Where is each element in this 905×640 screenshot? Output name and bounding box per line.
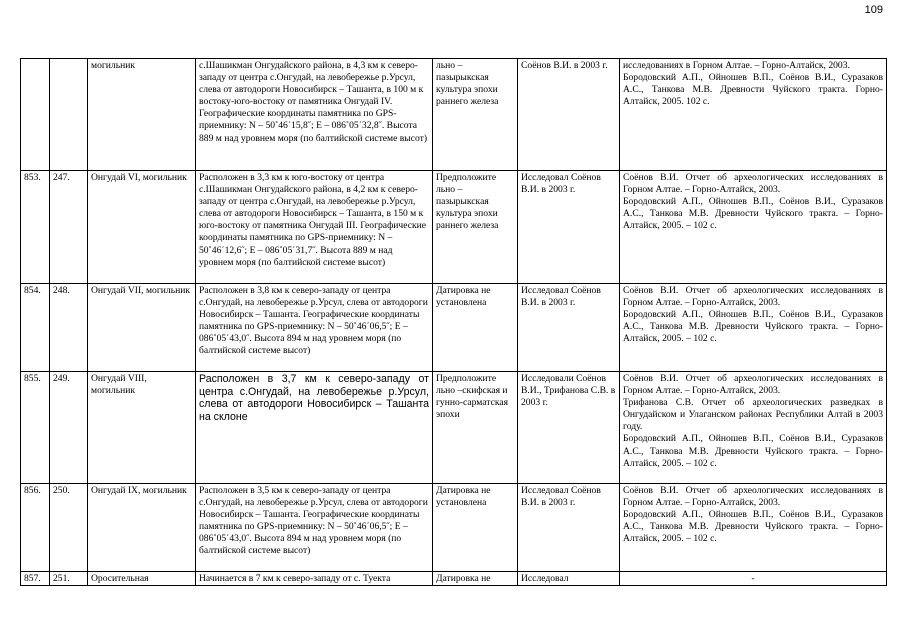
researcher-cell: Исследовал Соёнов В.И. в 2003 г. (518, 171, 620, 284)
dating-cell: Датировка не установлена (433, 484, 518, 572)
literature-entry: исследованиях в Горном Алтае. – Горно-Алтайск, 2003. (623, 60, 850, 71)
row-subnumber-cell: 248. (50, 284, 88, 372)
row-subnumber-cell: 247. (50, 171, 88, 284)
literature-cell (620, 284, 887, 372)
page-number: 109 (864, 4, 883, 16)
researcher-cell: Соёнов В.И. в 2003 г. (518, 59, 620, 171)
row-subnumber-cell: 251. (50, 572, 88, 586)
location-cell: Расположен в 3,5 км к северо-западу от центра с.Онгудай, на левобережье р.Урсул, слева от автодороги Новосибирск – Ташанта. Географические координаты памятника по GPS-приемнику: N – 50˚46΄06,5˝; E – 086˚05΄43,0˝. Высота 894 м над уровнем моря (по балтийской системе высот) (196, 484, 433, 572)
literature-entry: Бородовский А.П., Ойношев В.П., Соёнов В.И., Суразаков А.С., Танкова М.В. Древности Чуйского тракта. – Горно-Алтайск, 2005. – 102 с. (623, 309, 883, 345)
location-cell: с.Шашикман Онгудайского района, в 4,3 км к северо-западу от центра с.Онгудай, на левобережье р.Урсул, слева от автодороги Новосибирск – Ташанта, в 100 м к востоку-юго-востоку от памятника Онгудай IV. Географические координаты памятника по GPS-приемнику: N – 50˚46΄15,8˝; E – 086˚05΄32,8˝. Высота 889 м над уровнем моря (по балтийской системе высот) (196, 59, 433, 171)
literature-entry: Бородовский А.П., Ойношев В.П., Соёнов В.И., Суразаков А.С., Танкова М.В. Древности Чуйского тракта. – Горно-Алтайск, 2005. – 102 с. (623, 196, 883, 232)
row-number-cell (21, 59, 50, 171)
row-number-cell: 853. (21, 171, 50, 284)
literature-cell (620, 372, 887, 484)
researcher-cell: Исследовали Соёнов В.И., Трифанова С.В. в 2003 г. (518, 372, 620, 484)
table-row (21, 59, 887, 171)
researcher-cell: Исследовал Соёнов В.И. в 2003 г. (518, 484, 620, 572)
row-subnumber-cell: 249. (50, 372, 88, 484)
dating-cell: Предположите льно – пазырыкская культура эпохи раннего железа (433, 171, 518, 284)
literature-entry: - (751, 573, 755, 584)
literature-entry: Соёнов В.И. Отчет об археологических исследованиях в Горном Алтае. – Горно-Алтайск, 2003. (623, 373, 883, 397)
dating-cell: Предположите льно –скифская и гунно-сарматская эпохи (433, 372, 518, 484)
monuments-table (20, 58, 887, 586)
literature-cell (620, 484, 887, 572)
literature-entry: Соёнов В.И. Отчет об археологических исследованиях в Горном Алтае. – Горно-Алтайск, 2003. (623, 172, 883, 196)
table-row (21, 372, 887, 484)
researcher-cell: Исследовал Соёнов В.И. в 2003 г. (518, 284, 620, 372)
table-row (21, 572, 887, 586)
row-number-cell: 854. (21, 284, 50, 372)
monument-name-cell: Оросительная (88, 572, 196, 586)
literature-entry: Бородовский А.П., Ойношев В.П., Соёнов В.И., Суразаков А.С., Танкова М.В. Древности Чуйского тракта. – Горно-Алтайск, 2005. – 102 с. (623, 433, 883, 469)
monument-name-cell: Онгудай VIII, могильник (88, 372, 196, 484)
literature-cell (620, 171, 887, 284)
row-subnumber-cell: 250. (50, 484, 88, 572)
location-cell: Расположен в 3,3 км к юго-востоку от центра с.Шашикман Онгудайского района, в 4,2 км к северо-западу от центра с.Онгудай, на левобережье р.Урсул, слева от автодороги Новосибирск – Ташанта, в 150 м к юго-востоку от памятника Онгудай III. Географические координаты памятника по GPS-приемнику: N – 50˚46΄12,6˝; E – 086˚05΄31,7˝. Высота 889 м над уровнем моря (по балтийской системе высот) (196, 171, 433, 284)
location-cell: Расположен в 3,7 км к северо-западу от центра с.Онгудай, на левобережье р.Урсул, слева от автодороги Новосибирск – Ташанта на склоне (196, 372, 433, 484)
row-number-cell: 857. (21, 572, 50, 586)
row-number-cell: 856. (21, 484, 50, 572)
literature-cell (620, 572, 887, 586)
researcher-cell: Исследовал (518, 572, 620, 586)
monument-name-cell: Онгудай VI, могильник (88, 171, 196, 284)
monument-name-cell: Онгудай VII, могильник (88, 284, 196, 372)
monument-name-cell: Онгудай IX, могильник (88, 484, 196, 572)
literature-cell (620, 59, 887, 171)
table-row (21, 284, 887, 372)
dating-cell: Датировка не (433, 572, 518, 586)
location-cell: Начинается в 7 км к северо-западу от с. Туекта (196, 572, 433, 586)
literature-entry: Бородовский А.П., Ойношев В.П., Соёнов В.И., Суразаков А.С., Танкова М.В. Древности Чуйского тракта. Горно-Алтайск, 2005. 102 с. (623, 72, 883, 108)
monument-name-cell: могильник (88, 59, 196, 171)
table-row (21, 171, 887, 284)
literature-entry: Трифанова С.В. Отчет об археологических разведках в Онгудайском и Улаганском районах Республики Алтай в 2003 году. (623, 397, 883, 433)
literature-entry: Бородовский А.П., Ойношев В.П., Соёнов В.И., Суразаков А.С., Танкова М.В. Древности Чуйского тракта. – Горно-Алтайск, 2005. – 102 с. (623, 509, 883, 545)
literature-entry: Соёнов В.И. Отчет об археологических исследованиях в Горном Алтае. – Горно-Алтайск, 2003. (623, 485, 883, 509)
location-cell: Расположен в 3,8 км к северо-западу от центра с.Онгудай, на левобережье р.Урсул, слева от автодороги Новосибирск – Ташанта. Географические координаты памятника по GPS-приемнику: N – 50˚46΄06,5˝; E – 086˚05΄43,0˝. Высота 894 м над уровнем моря (по балтийской системе высот) (196, 284, 433, 372)
row-number-cell: 855. (21, 372, 50, 484)
dating-cell: Датировка не установлена (433, 284, 518, 372)
table-row (21, 484, 887, 572)
row-subnumber-cell (50, 59, 88, 171)
dating-cell: льно – пазырыкская культура эпохи раннего железа (433, 59, 518, 171)
literature-entry: Соёнов В.И. Отчет об археологических исследованиях в Горном Алтае. – Горно-Алтайск, 2003. (623, 285, 883, 309)
